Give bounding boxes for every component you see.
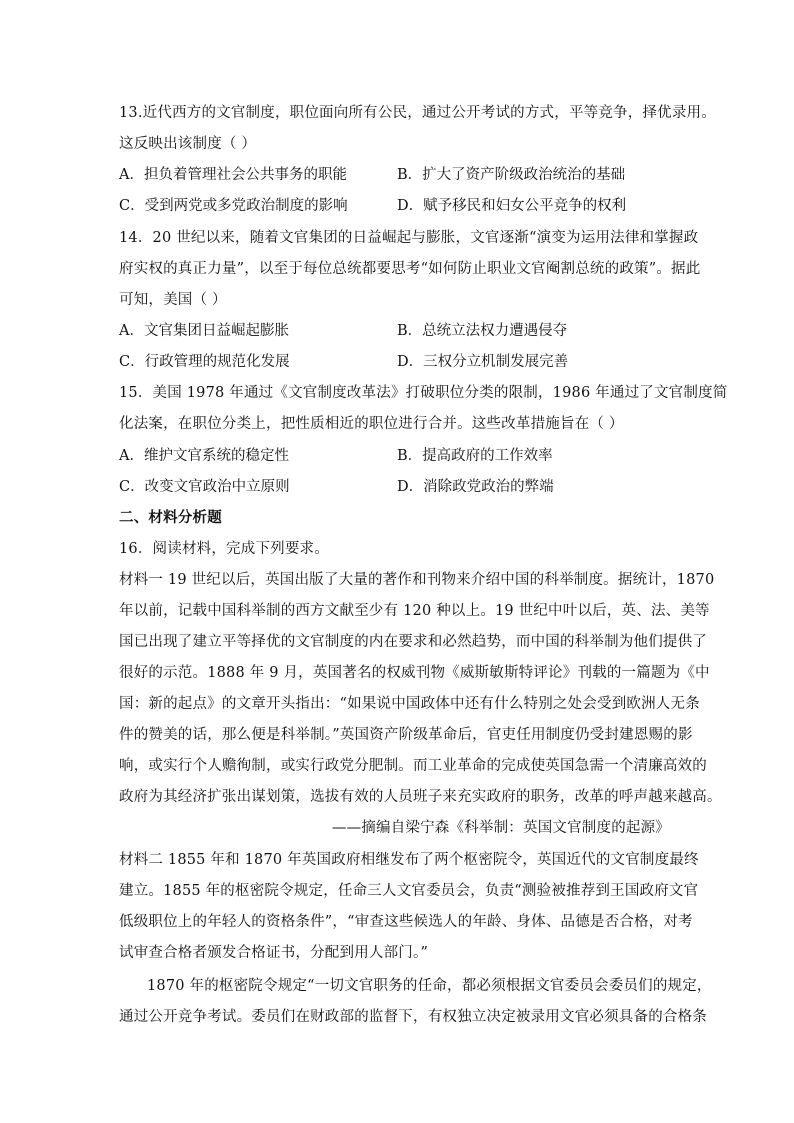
q15-option-a: A．维护文官系统的稳定性 <box>119 448 289 464</box>
q14-option-b: B．总统立法权力遭遇侵夺 <box>397 323 568 339</box>
q14-stem-line3: 可知，美国（ ） <box>119 292 227 308</box>
q15-option-b: B．提高政府的工作效率 <box>397 448 553 464</box>
material1-line: 年以前，记载中国科举制的西方文献至少有 120 种以上。19 世纪中叶以后，英、法、美等 <box>119 603 710 619</box>
material1-source: ——摘编自梁宁森《科举制：英国文官制度的起源》 <box>331 820 670 836</box>
material1-line: 国：新的起点》的文章开头指出：“如果说中国政体中还有什么特别之处会受到欧洲人无条 <box>119 696 700 712</box>
material1-line: 国已出现了建立平等择优的文官制度的内在要求和必然趋势，而中国的科举制为他们提供了 <box>119 634 707 650</box>
material1-line: 响，或实行个人赡徇制，或实行政党分肥制。而工业革命的完成使英国急需一个清廉高效的 <box>119 758 707 774</box>
section-heading: 二、材料分析题 <box>119 509 222 526</box>
q14-option-c: C．行政管理的规范化发展 <box>119 354 290 370</box>
material2-line: 试审查合格者颁发合格证书，分配到用人部门。” <box>119 945 429 961</box>
q15-option-c: C．改变文官政治中立原则 <box>119 479 290 495</box>
q15-option-d: D．消除政党政治的弊端 <box>397 479 554 495</box>
material1-line: 件的赞美的话，那么便是科举制。”英国资产阶级革命后，官吏任用制度仍受封建恩赐的影 <box>119 727 693 743</box>
q13-option-d: D．赋予移民和妇女公平竞争的权利 <box>397 198 627 214</box>
material1-line: 很好的示范。1888 年 9 月，英国著名的权威刊物《威斯敏斯特评论》刊载的一篇题为《中 <box>119 665 710 681</box>
q13-option-c: C．受到两党或多党政治制度的影响 <box>119 198 348 214</box>
material1-line: 政府为其经济扩张出谋划策，选拔有效的人员班子来充实政府的职务，改革的呼声越来越高。 <box>119 789 722 805</box>
q14-stem-line1: 14．20 世纪以来，随着文官集团的日益崛起与膨胀，文官逐渐“演变为运用法律和掌握政 <box>119 230 699 246</box>
q13-option-a: A．担负着管理社会公共事务的职能 <box>119 167 347 183</box>
q16-intro: 16．阅读材料，完成下列要求。 <box>119 541 329 557</box>
q13-option-b: B．扩大了资产阶级政治统治的基础 <box>397 167 626 183</box>
material2-line: 材料二 1855 年和 1870 年英国政府相继发布了两个枢密院令，英国近代的文官制度最终 <box>119 852 699 868</box>
material2-paragraph2-line: 1870 年的枢密院令规定“一切文官职务的任命，都必须根据文官委员会委员们的规定， <box>147 978 712 994</box>
material2-line: 建立。1855 年的枢密院令规定，任命三人文官委员会，负责“测验被推荐到王国政府文官 <box>119 883 699 899</box>
q13-stem-line2: 这反映出该制度（ ） <box>119 136 257 152</box>
material2-paragraph2-line: 通过公开竞争考试。委员们在财政部的监督下，有权独立决定被录用文官必须具备的合格条 <box>119 1009 707 1025</box>
q14-option-a: A．文官集团日益崛起膨胀 <box>119 323 289 339</box>
q13-stem-line1: 13.近代西方的文官制度，职位面向所有公民，通过公开考试的方式，平等竞争，择优录用。 <box>119 105 716 121</box>
q15-stem-line2: 化法案，在职位分类上，把性质相近的职位进行合并。这些改革措施旨在（ ） <box>119 416 624 432</box>
q14-stem-line2: 府实权的真正力量”，以至于每位总统都要思考“如何防止职业文官阉割总统的政策”。据此 <box>119 261 701 277</box>
q14-option-d: D．三权分立机制发展完善 <box>397 354 569 370</box>
material2-line: 低级职位上的年轻人的资格条件”，“审查这些候选人的年龄、身体、品德是否合格，对考 <box>119 914 693 930</box>
material1-line: 材料一 19 世纪以后，英国出版了大量的著作和刊物来介绍中国的科举制度。据统计，1870 <box>119 572 715 588</box>
q15-stem-line1: 15．美国 1978 年通过《文官制度改革法》打破职位分类的限制，1986 年通过了文官制度简 <box>119 385 728 401</box>
